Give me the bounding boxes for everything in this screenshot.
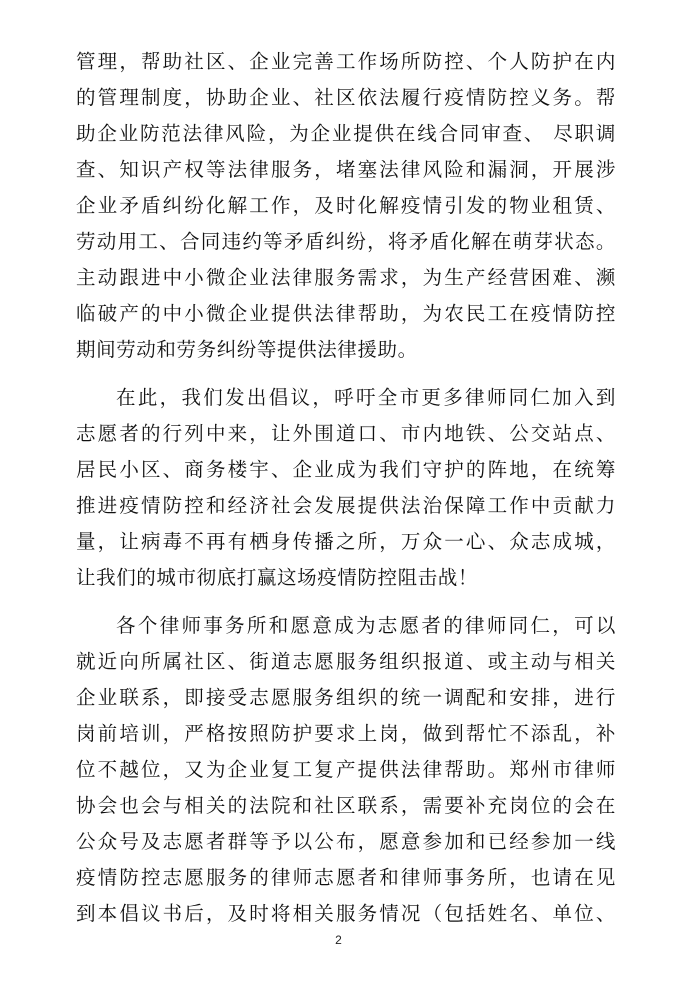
text-line: 到本倡议书后，及时将相关服务情况（包括姓名、单位、 (76, 902, 616, 925)
text-line: 劳动用工、合同违约等矛盾纠纷，将矛盾化解在萌芽状态。 (76, 230, 616, 253)
text-line: 志愿者的行列中来，让外围道口、市内地铁、公交站点、 (76, 422, 616, 445)
text-line: 推进疫情防控和经济社会发展提供法治保障工作中贡献力 (76, 494, 616, 517)
text-line: 位不越位，又为企业复工复产提供法律帮助。郑州市律师 (76, 758, 616, 781)
text-line: 公众号及志愿者群等予以公布，愿意参加和已经参加一线 (76, 830, 616, 853)
text-line: 在此，我们发出倡议，呼吁全市更多律师同仁加入到 (116, 386, 616, 409)
text-line: 查、知识产权等法律服务，堵塞法律风险和漏洞，开展涉 (76, 158, 616, 181)
text-line: 各个律师事务所和愿意成为志愿者的律师同仁，可以 (116, 614, 616, 637)
text-line: 助企业防范法律风险，为企业提供在线合同审查、 尽职调 (76, 122, 616, 145)
text-line: 临破产的中小微企业提供法律帮助，为农民工在疫情防控 (76, 302, 616, 325)
text-line: 管理，帮助社区、企业完善工作场所防控、个人防护在内 (76, 50, 616, 73)
text-line: 协会也会与相关的法院和社区联系，需要补充岗位的会在 (76, 794, 616, 817)
text-line: 企业矛盾纠纷化解工作，及时化解疫情引发的物业租赁、 (76, 194, 616, 217)
text-line: 就近向所属社区、街道志愿服务组织报道、或主动与相关 (76, 650, 616, 673)
text-line: 期间劳动和劳务纠纷等提供法律援助。 (76, 338, 418, 361)
text-line: 疫情防控志愿服务的律师志愿者和律师事务所，也请在见 (76, 866, 616, 889)
text-line: 居民小区、商务楼宇、企业成为我们守护的阵地，在统筹 (76, 458, 616, 481)
text-line: 量，让病毒不再有栖身传播之所，万众一心、众志成城， (76, 530, 616, 553)
text-line: 主动跟进中小微企业法律服务需求，为生产经营困难、濒 (76, 266, 616, 289)
text-line: 岗前培训，严格按照防护要求上岗，做到帮忙不添乱，补 (76, 722, 616, 745)
text-line: 的管理制度，协助企业、社区依法履行疫情防控义务。帮 (76, 86, 616, 109)
page-number: 2 (335, 933, 342, 947)
text-line: 企业联系，即接受志愿服务组织的统一调配和安排，进行 (76, 686, 616, 709)
text-line: 让我们的城市彻底打赢这场疫情防控阻击战！ (76, 566, 479, 589)
